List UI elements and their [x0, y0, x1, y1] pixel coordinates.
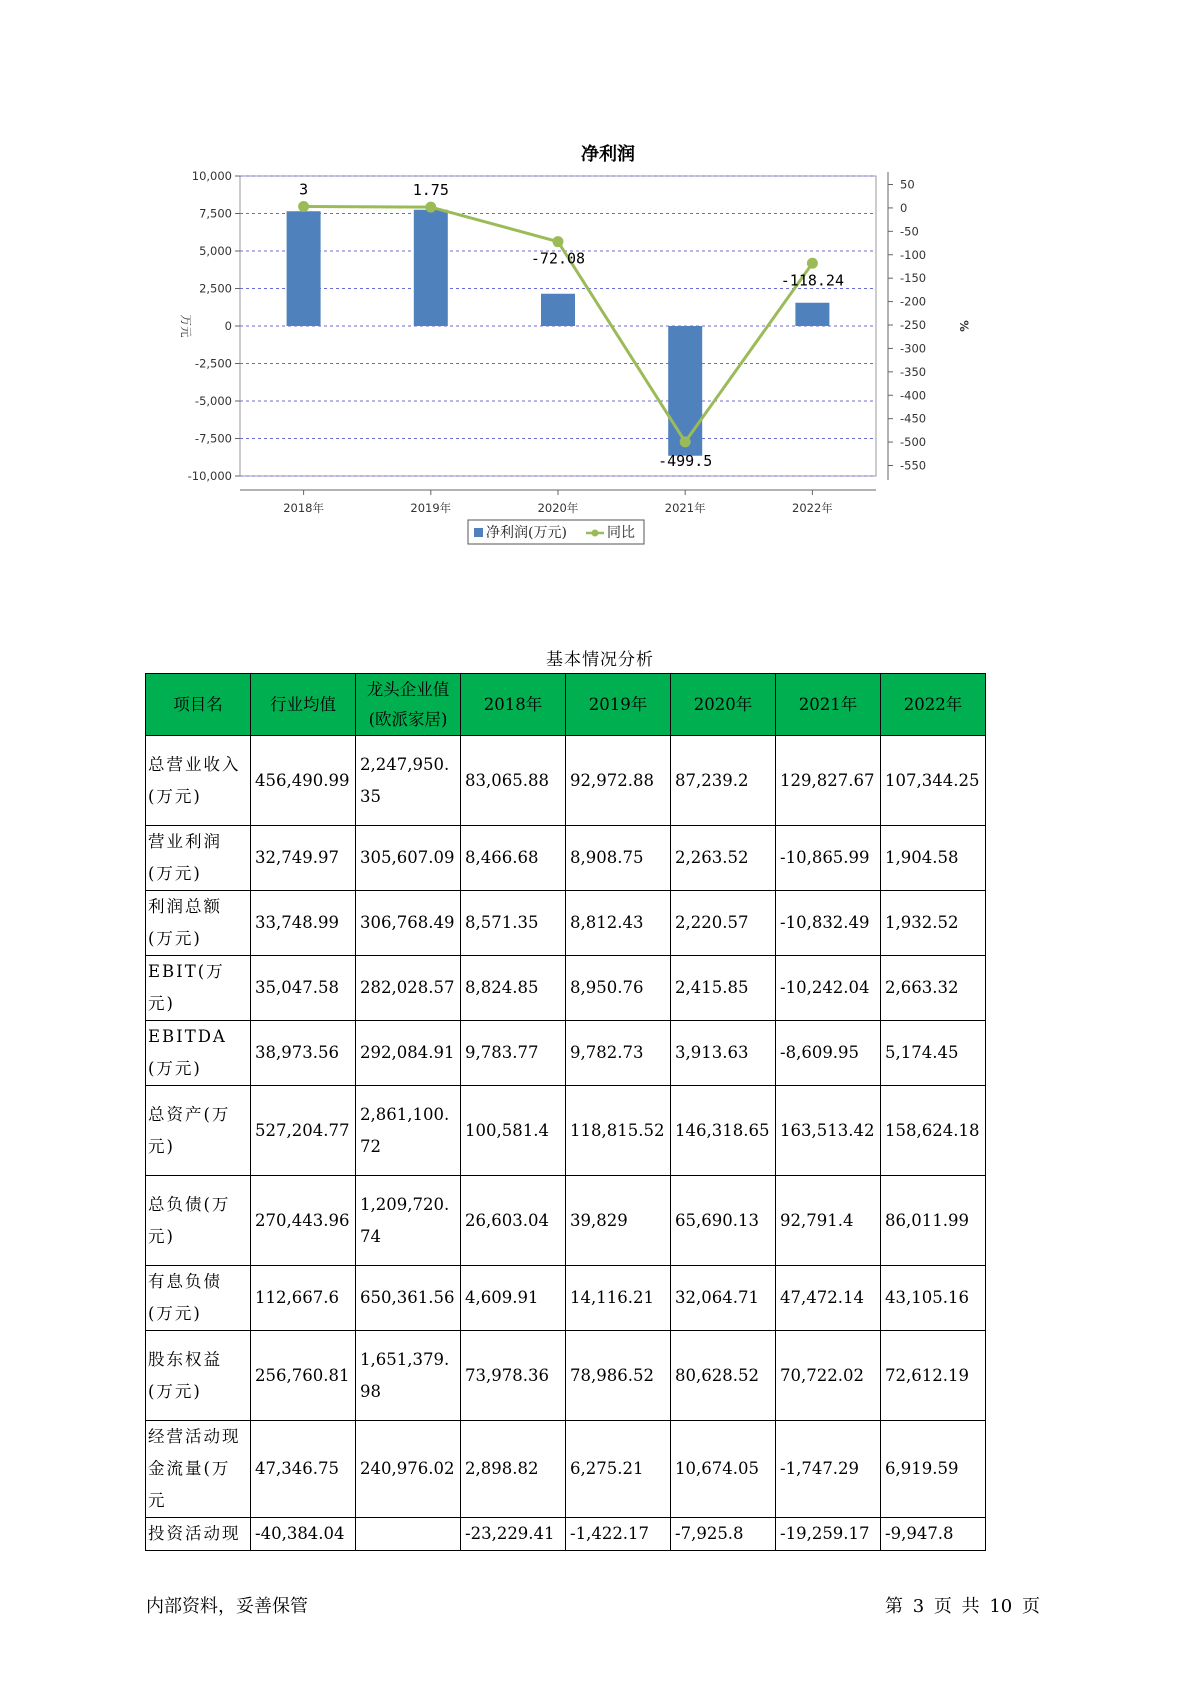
value-cell: 32,064.71: [671, 1266, 776, 1331]
row-label-cell: 利润总额(万元): [146, 891, 251, 956]
value-cell: 47,472.14: [776, 1266, 881, 1331]
row-label-cell: 投资活动现: [146, 1518, 251, 1551]
value-cell: 1,209,720.74: [356, 1176, 461, 1266]
value-cell: 35,047.58: [251, 956, 356, 1021]
y-right-tick-label: -550: [900, 458, 927, 473]
table-row: [146, 1421, 986, 1518]
yoy-point: [425, 202, 436, 213]
value-cell: 1,651,379.98: [356, 1331, 461, 1421]
y-right-tick-label: -250: [900, 318, 927, 332]
table-row: [146, 736, 986, 826]
value-cell: 163,513.42: [776, 1086, 881, 1176]
header-2020: 2020年: [671, 674, 776, 736]
row-label-cell: 股东权益(万元): [146, 1331, 251, 1421]
data-label: -72.08: [530, 249, 586, 268]
value-cell: 240,976.02: [356, 1421, 461, 1518]
basic-analysis-table: [145, 673, 986, 1551]
value-cell: 2,247,950.35: [356, 736, 461, 826]
y-right-tick-label: -200: [900, 294, 927, 309]
yoy-point: [807, 258, 818, 269]
value-cell: -10,242.04: [776, 956, 881, 1021]
value-cell: -10,865.99: [776, 826, 881, 891]
value-cell: 2,263.52: [671, 826, 776, 891]
row-label-cell: 有息负债(万元): [146, 1266, 251, 1331]
table-row: [146, 1176, 986, 1266]
value-cell: -23,229.41: [461, 1518, 566, 1551]
value-cell: [356, 1518, 461, 1551]
value-cell: 6,275.21: [566, 1421, 671, 1518]
value-cell: -19,259.17: [776, 1518, 881, 1551]
x-tick-label: 2022年: [792, 501, 833, 515]
legend-line-marker: [592, 530, 599, 537]
data-label: -499.5: [658, 451, 713, 470]
value-cell: 2,898.82: [461, 1421, 566, 1518]
value-cell: 8,824.85: [461, 956, 566, 1021]
header-leader: 龙头企业值(欧派家居): [356, 674, 461, 736]
data-label: 1.75: [412, 181, 449, 200]
row-label-cell: 总负债(万元): [146, 1176, 251, 1266]
value-cell: 32,749.97: [251, 826, 356, 891]
table-row: [146, 826, 986, 891]
value-cell: 2,220.57: [671, 891, 776, 956]
y-right-tick-label: 0: [900, 200, 908, 215]
y-right-tick-label: -150: [900, 271, 927, 286]
table-row: [146, 891, 986, 956]
footer-page-number: 第 3 页 共 10 页: [885, 1596, 1040, 1617]
header-2018: 2018年: [461, 674, 566, 736]
value-cell: 10,674.05: [671, 1421, 776, 1518]
table-row: [146, 1086, 986, 1176]
value-cell: -1,747.29: [776, 1421, 881, 1518]
x-tick-label: 2021年: [664, 501, 706, 515]
value-cell: 38,973.56: [251, 1021, 356, 1086]
value-cell: 14,116.21: [566, 1266, 671, 1331]
value-cell: 9,782.73: [566, 1021, 671, 1086]
value-cell: 146,318.65: [671, 1086, 776, 1176]
x-tick-label: 2019年: [410, 501, 452, 515]
y-left-tick-label: 10,000: [191, 169, 232, 183]
value-cell: 65,690.13: [671, 1176, 776, 1266]
value-cell: 8,950.76: [566, 956, 671, 1021]
value-cell: 292,084.91: [356, 1021, 461, 1086]
value-cell: 1,904.58: [881, 826, 986, 891]
value-cell: 73,978.36: [461, 1331, 566, 1421]
bar: [414, 210, 448, 326]
legend-bar-label: 净利润(万元): [486, 525, 567, 541]
row-label-cell: 总营业收入(万元): [146, 736, 251, 826]
yoy-point: [680, 436, 691, 447]
bar: [287, 211, 321, 326]
value-cell: 107,344.25: [881, 736, 986, 826]
chart-svg: [170, 130, 1040, 600]
y-right-tick-label: 50: [900, 177, 915, 192]
value-cell: -7,925.8: [671, 1518, 776, 1551]
y-right-tick-label: -450: [900, 411, 927, 426]
y-left-tick-label: -2,500: [194, 356, 232, 371]
value-cell: 8,466.68: [461, 826, 566, 891]
bar: [668, 326, 702, 456]
table-row: [146, 1266, 986, 1331]
legend-line-label: 同比: [607, 525, 635, 541]
y-left-axis-label: 万元: [179, 314, 193, 338]
yoy-point: [298, 201, 309, 212]
value-cell: 306,768.49: [356, 891, 461, 956]
header-2021: 2021年: [776, 674, 881, 736]
y-left-tick-label: -7,500: [194, 431, 232, 446]
value-cell: 270,443.96: [251, 1176, 356, 1266]
value-cell: -10,832.49: [776, 891, 881, 956]
bar: [541, 294, 575, 326]
header-industry-avg: 行业均值: [251, 674, 356, 736]
value-cell: 8,812.43: [566, 891, 671, 956]
value-cell: -40,384.04: [251, 1518, 356, 1551]
value-cell: 4,609.91: [461, 1266, 566, 1331]
value-cell: 3,913.63: [671, 1021, 776, 1086]
table-caption: 基本情况分析: [546, 650, 654, 670]
y-right-axis-label: %: [957, 320, 971, 332]
y-right-tick-label: -50: [900, 224, 919, 239]
value-cell: 2,663.32: [881, 956, 986, 1021]
header-item-name: 项目名: [146, 674, 251, 736]
footer-confidential: 内部资料，妥善保管: [146, 1596, 308, 1617]
value-cell: 112,667.6: [251, 1266, 356, 1331]
y-right-tick-label: -500: [900, 435, 927, 450]
value-cell: 80,628.52: [671, 1331, 776, 1421]
value-cell: 1,932.52: [881, 891, 986, 956]
y-left-tick-label: 5,000: [199, 244, 232, 258]
x-tick-label: 2018年: [283, 501, 324, 515]
chart-title: 净利润: [581, 144, 635, 165]
value-cell: 118,815.52: [566, 1086, 671, 1176]
y-right-tick-label: -300: [900, 341, 927, 356]
value-cell: 158,624.18: [881, 1086, 986, 1176]
table-header-row: [146, 674, 986, 736]
yoy-point: [553, 236, 564, 247]
y-right-tick-label: -100: [900, 247, 927, 262]
value-cell: 456,490.99: [251, 736, 356, 826]
value-cell: 282,028.57: [356, 956, 461, 1021]
table-row: [146, 1331, 986, 1421]
value-cell: -8,609.95: [776, 1021, 881, 1086]
value-cell: 650,361.56: [356, 1266, 461, 1331]
row-label-cell: 总资产(万元): [146, 1086, 251, 1176]
header-2022: 2022年: [881, 674, 986, 736]
value-cell: 5,174.45: [881, 1021, 986, 1086]
value-cell: 9,783.77: [461, 1021, 566, 1086]
bar: [795, 303, 829, 326]
value-cell: 47,346.75: [251, 1421, 356, 1518]
value-cell: 78,986.52: [566, 1331, 671, 1421]
value-cell: 100,581.4: [461, 1086, 566, 1176]
value-cell: 527,204.77: [251, 1086, 356, 1176]
table-row: [146, 1518, 986, 1551]
value-cell: 26,603.04: [461, 1176, 566, 1266]
header-2019: 2019年: [566, 674, 671, 736]
row-label-cell: EBITDA(万元): [146, 1021, 251, 1086]
table-row: [146, 1021, 986, 1086]
y-left-tick-label: -10,000: [187, 469, 232, 483]
chart-legend: [468, 520, 644, 544]
x-tick-label: 2020年: [537, 501, 579, 515]
row-label-cell: 营业利润(万元): [146, 826, 251, 891]
value-cell: -9,947.8: [881, 1518, 986, 1551]
data-label: -118.24: [780, 271, 845, 290]
y-right-tick-label: -350: [900, 364, 927, 379]
value-cell: 43,105.16: [881, 1266, 986, 1331]
y-left-tick-label: 2,500: [199, 281, 232, 296]
value-cell: 92,791.4: [776, 1176, 881, 1266]
value-cell: 6,919.59: [881, 1421, 986, 1518]
table-row: [146, 956, 986, 1021]
net-profit-chart: [170, 130, 1040, 600]
value-cell: 92,972.88: [566, 736, 671, 826]
value-cell: 8,908.75: [566, 826, 671, 891]
value-cell: 8,571.35: [461, 891, 566, 956]
value-cell: 83,065.88: [461, 736, 566, 826]
value-cell: 256,760.81: [251, 1331, 356, 1421]
value-cell: 2,861,100.72: [356, 1086, 461, 1176]
data-label: 3: [299, 180, 309, 199]
value-cell: 87,239.2: [671, 736, 776, 826]
value-cell: 33,748.99: [251, 891, 356, 956]
value-cell: -1,422.17: [566, 1518, 671, 1551]
value-cell: 129,827.67: [776, 736, 881, 826]
y-left-tick-label: 0: [224, 319, 232, 333]
row-label-cell: 经营活动现金流量(万元: [146, 1421, 251, 1518]
value-cell: 70,722.02: [776, 1331, 881, 1421]
value-cell: 86,011.99: [881, 1176, 986, 1266]
y-right-tick-label: -400: [900, 388, 927, 403]
y-left-tick-label: 7,500: [199, 206, 232, 221]
row-label-cell: EBIT(万元): [146, 956, 251, 1021]
legend-bar-swatch: [474, 528, 483, 537]
y-left-tick-label: -5,000: [194, 394, 232, 408]
value-cell: 39,829: [566, 1176, 671, 1266]
value-cell: 2,415.85: [671, 956, 776, 1021]
value-cell: 305,607.09: [356, 826, 461, 891]
value-cell: 72,612.19: [881, 1331, 986, 1421]
